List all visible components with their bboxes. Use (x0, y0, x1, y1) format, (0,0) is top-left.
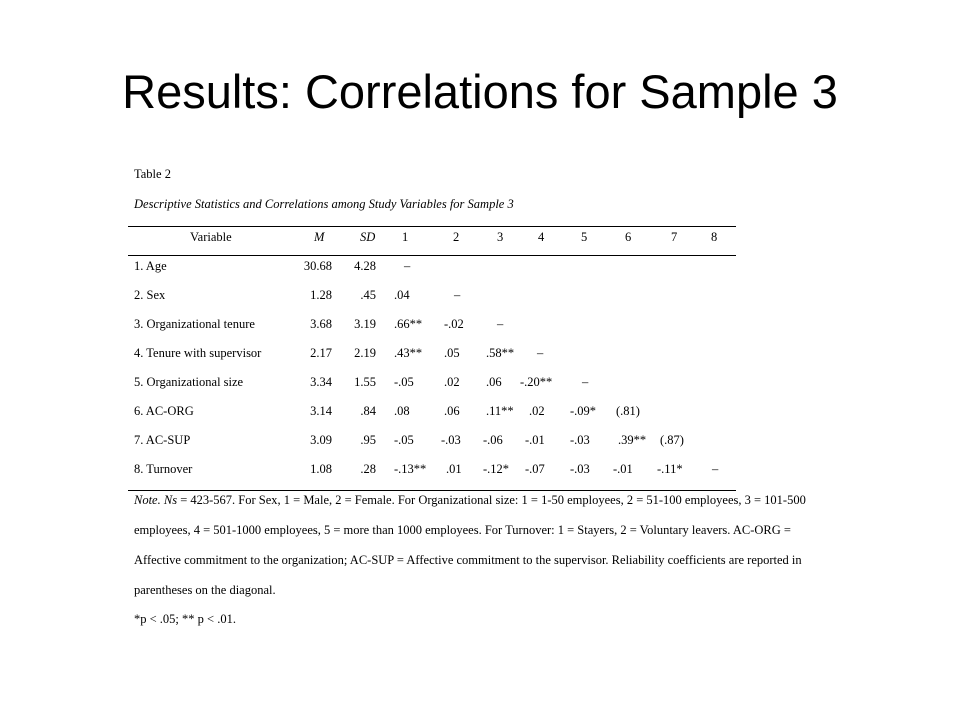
correlation-cell: .39** (618, 433, 647, 447)
correlation-cell: – (712, 462, 719, 476)
header-mean: M (314, 230, 325, 244)
table-bottom-rule (128, 490, 736, 491)
variable-name: 8. Turnover (134, 462, 193, 476)
table-note-line-3: Affective commitment to the organization; AC-SUP = Affective commitment to the supervisor. Reliability coefficients are reported in (134, 553, 802, 567)
sd-value: 1.55 (354, 375, 376, 389)
correlation-cell: -.01 (613, 462, 633, 476)
table-row (0, 346, 960, 362)
correlation-cell: – (497, 317, 504, 331)
header-col-4: 4 (538, 230, 545, 244)
variable-name: 7. AC-SUP (134, 433, 191, 447)
correlation-cell: -.06 (483, 433, 503, 447)
mean-value: 3.14 (310, 404, 332, 418)
table-row (0, 433, 960, 449)
significance-note: *p < .05; ** p < .01. (134, 612, 236, 626)
correlation-cell: -.20** (520, 375, 553, 389)
table-row (0, 404, 960, 420)
sd-value: .84 (360, 404, 376, 418)
mean-value: 3.68 (310, 317, 332, 331)
correlation-cell: .05 (444, 346, 460, 360)
correlation-cell: (.81) (616, 404, 640, 418)
header-col-2: 2 (453, 230, 460, 244)
variable-name: 3. Organizational tenure (134, 317, 255, 331)
note-lead: Note. Ns (134, 493, 178, 507)
table-row (0, 317, 960, 333)
header-col-3: 3 (497, 230, 504, 244)
header-variable: Variable (190, 230, 232, 244)
mean-value: 2.17 (310, 346, 332, 360)
correlation-cell: -.03 (570, 462, 590, 476)
sd-value: .45 (360, 288, 376, 302)
variable-name: 6. AC-ORG (134, 404, 194, 418)
correlation-cell: .01 (446, 462, 462, 476)
correlation-cell: .02 (444, 375, 460, 389)
correlation-cell: .06 (444, 404, 460, 418)
note-text: = 423-567. For Sex, 1 = Male, 2 = Female. For Organizational size: 1 = 1-50 employees, 2 = 51-100 employees, 3 = 101-500 (177, 493, 806, 507)
header-col-7: 7 (671, 230, 678, 244)
slide-title: Results: Correlations for Sample 3 (122, 65, 838, 118)
table-label: Table 2 (134, 167, 171, 181)
header-col-1: 1 (402, 230, 409, 244)
correlation-cell: (.87) (660, 433, 684, 447)
variable-name: 4. Tenure with supervisor (134, 346, 262, 360)
table-top-rule (128, 226, 736, 227)
table-note-line-2: employees, 4 = 501-1000 employees, 5 = more than 1000 employees. For Turnover: 1 = Stayers, 2 = Voluntary leavers. AC-ORG = (134, 523, 791, 537)
correlation-cell: .06 (486, 375, 502, 389)
correlation-cell: .11** (486, 404, 514, 418)
mean-value: 1.08 (310, 462, 332, 476)
correlation-cell: .02 (529, 404, 545, 418)
correlation-cell: -.05 (394, 433, 414, 447)
correlation-cell: -.03 (570, 433, 590, 447)
sd-value: .95 (360, 433, 376, 447)
mean-value: 3.09 (310, 433, 332, 447)
table-header-rule (128, 255, 736, 256)
correlation-cell: .08 (394, 404, 410, 418)
correlation-cell: .04 (394, 288, 410, 302)
correlation-cell: – (454, 288, 461, 302)
correlation-cell: -.05 (394, 375, 414, 389)
variable-name: 2. Sex (134, 288, 166, 302)
mean-value: 1.28 (310, 288, 332, 302)
sd-value: 4.28 (354, 259, 376, 273)
correlation-cell: -.02 (444, 317, 464, 331)
table-row (0, 462, 960, 478)
mean-value: 3.34 (310, 375, 332, 389)
correlation-cell: -.12* (483, 462, 510, 476)
correlation-cell: – (582, 375, 589, 389)
table-note-line-4: parentheses on the diagonal. (134, 583, 276, 597)
table-row (0, 288, 960, 304)
correlation-cell: -.07 (525, 462, 545, 476)
variable-name: 1. Age (134, 259, 167, 273)
correlation-cell: -.01 (525, 433, 545, 447)
header-col-6: 6 (625, 230, 632, 244)
variable-name: 5. Organizational size (134, 375, 244, 389)
correlation-cell: -.11* (657, 462, 683, 476)
sd-value: 2.19 (354, 346, 376, 360)
header-sd: SD (360, 230, 376, 244)
mean-value: 30.68 (303, 259, 332, 273)
correlation-cell: – (404, 259, 411, 273)
correlation-cell: -.13** (394, 462, 427, 476)
correlation-cell: – (537, 346, 544, 360)
correlation-cell: -.03 (441, 433, 461, 447)
table-note-line-1 (134, 493, 806, 508)
table-row (0, 259, 960, 275)
header-col-8: 8 (711, 230, 718, 244)
sd-value: .28 (360, 462, 376, 476)
correlation-cell: .66** (394, 317, 423, 331)
header-col-5: 5 (581, 230, 588, 244)
correlation-cell: .43** (394, 346, 423, 360)
table-caption: Descriptive Statistics and Correlations among Study Variables for Sample 3 (134, 197, 514, 211)
correlation-cell: .58** (486, 346, 515, 360)
correlation-cell: -.09* (570, 404, 597, 418)
table-row (0, 375, 960, 391)
sd-value: 3.19 (354, 317, 376, 331)
